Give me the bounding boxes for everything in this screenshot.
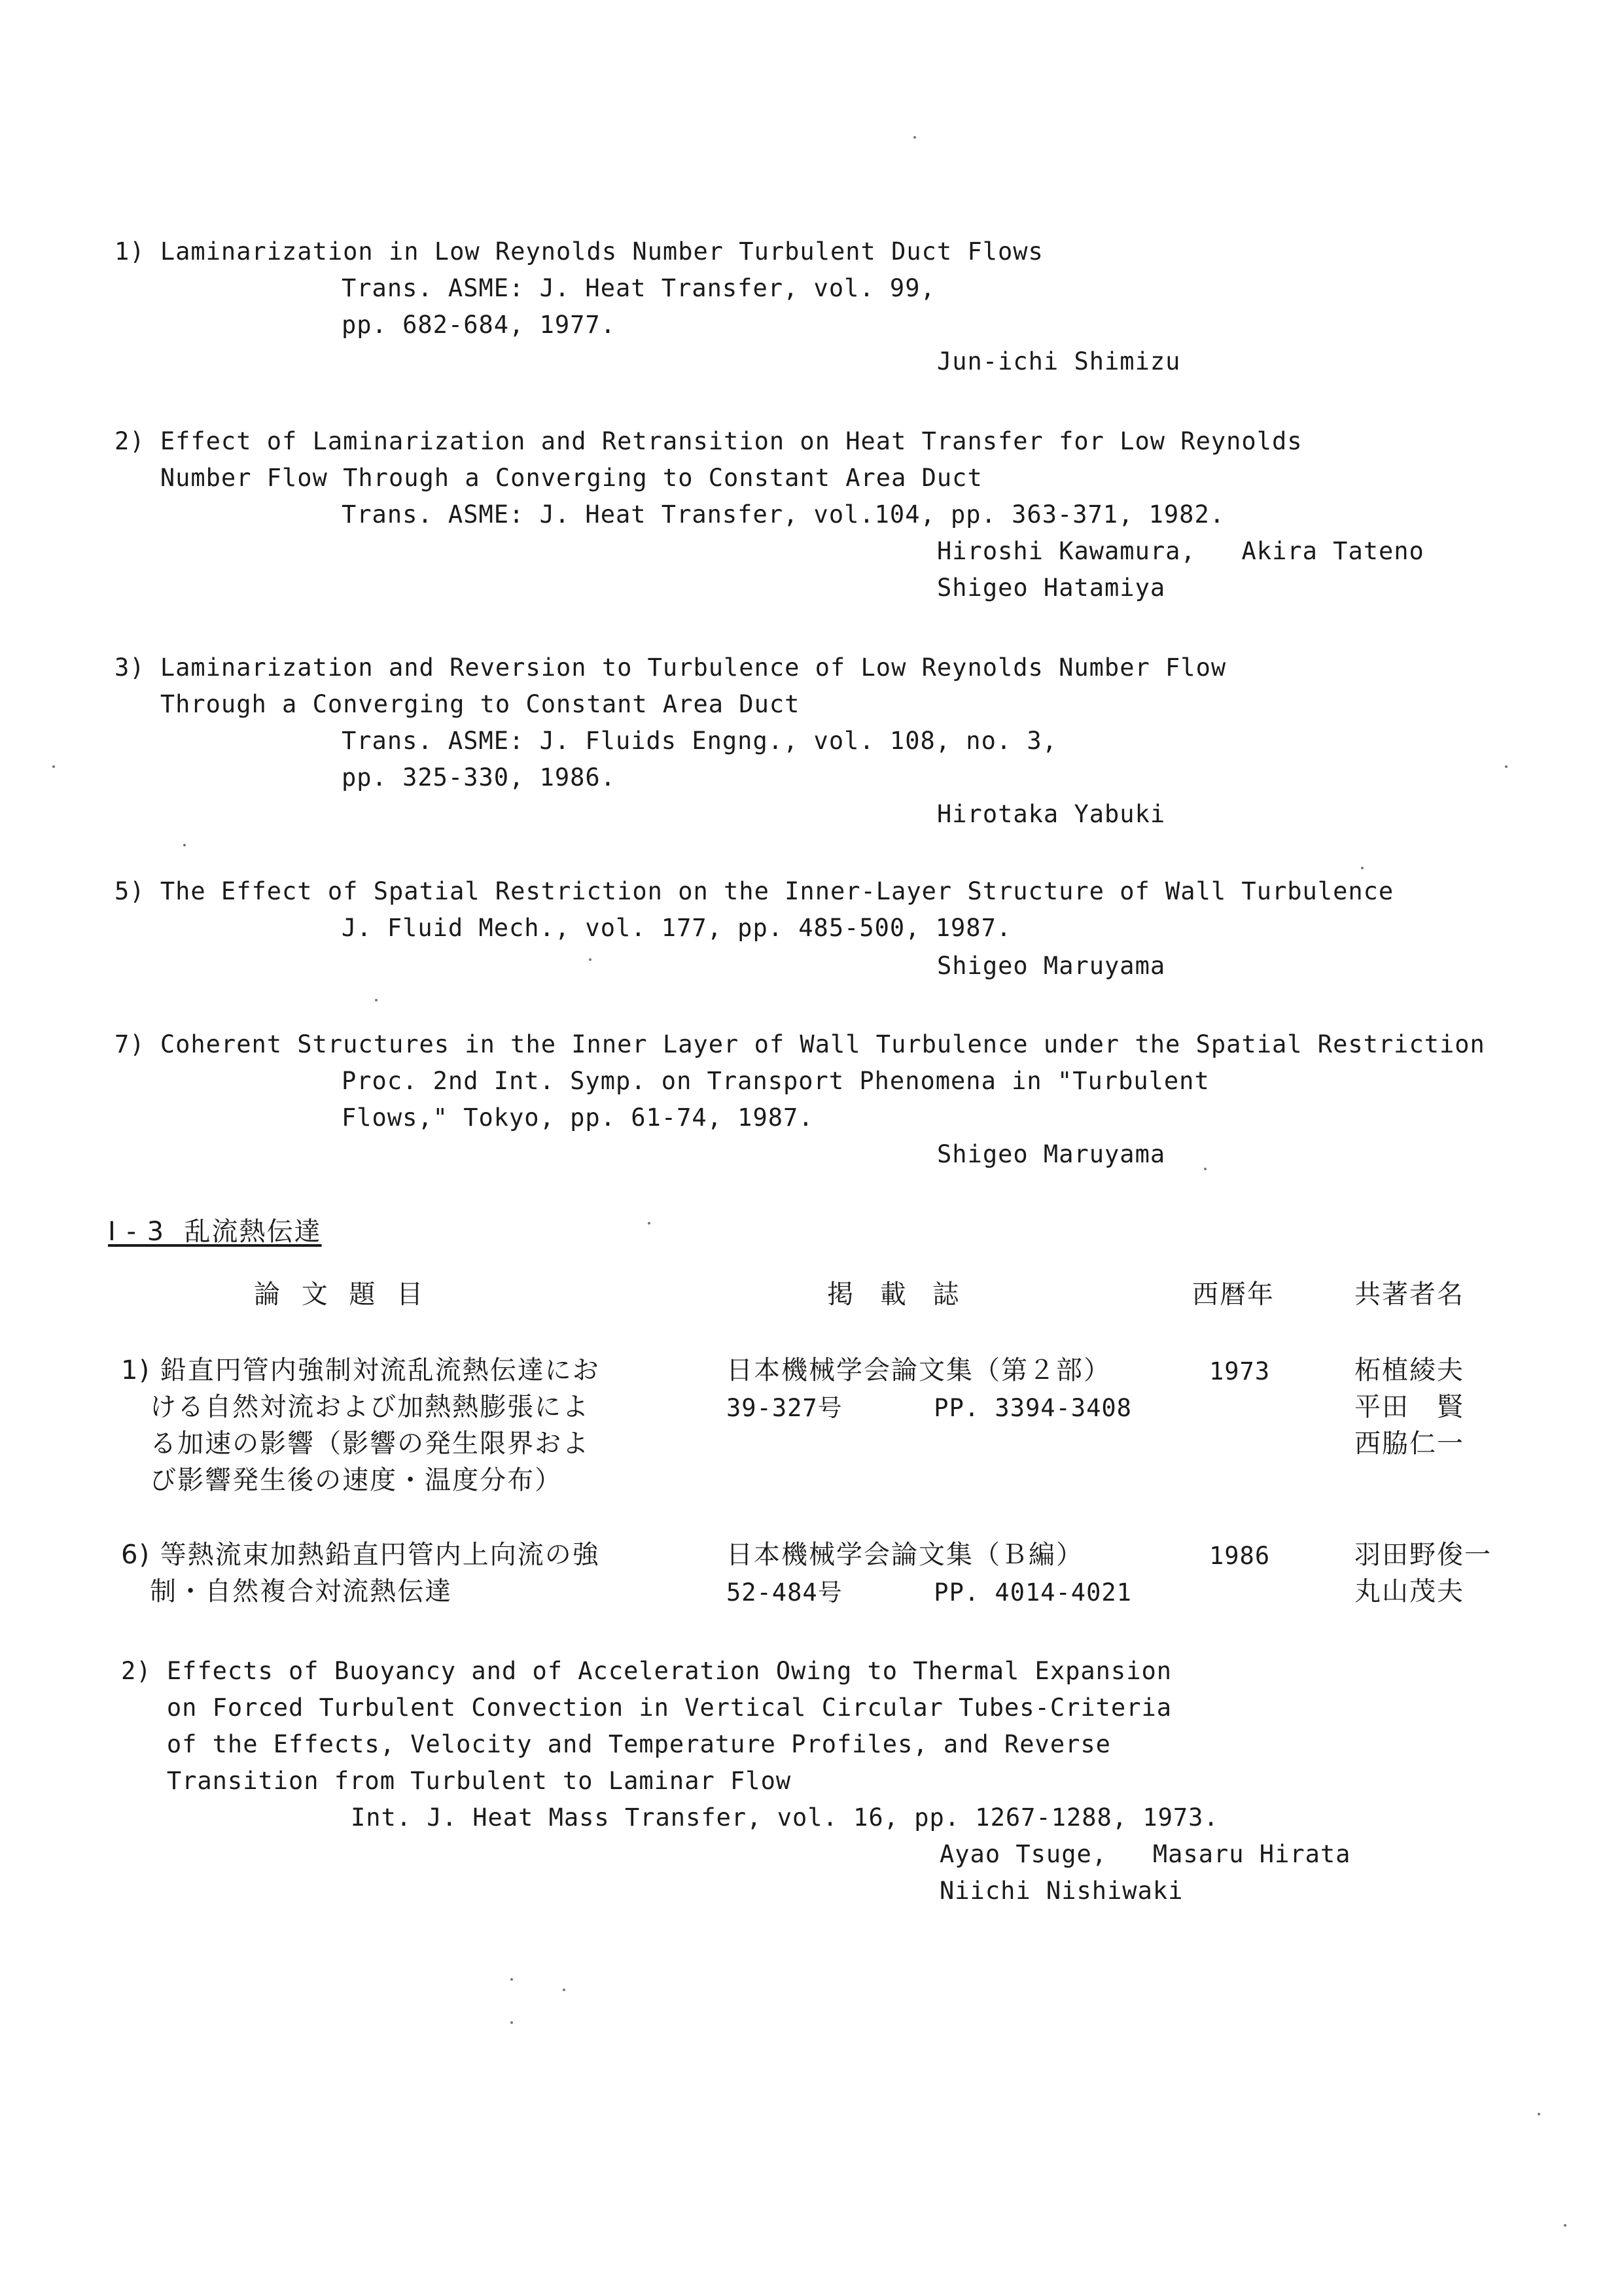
scan-speck — [1505, 765, 1508, 768]
scan-speck — [510, 1978, 513, 1981]
paper-3-title: 3) Laminarization and Reversion to Turbulence of Low Reynolds Number Flow — [115, 653, 1227, 682]
jp-paper-1-title: 1) 鉛直円管内強制対流乱流熱伝達にお — [121, 1355, 600, 1385]
jp-paper-1-authors: 平田 賢 — [1354, 1392, 1464, 1422]
scan-speck — [52, 765, 55, 768]
jp-paper-1-authors: 柘植綾夫 — [1354, 1355, 1464, 1385]
paper-b2-title: 2) Effects of Buoyancy and of Acceleration Owing to Thermal Expansion — [121, 1657, 1173, 1685]
paper-b2-title: of the Effects, Velocity and Temperature Profiles, and Reverse — [121, 1730, 1111, 1758]
scan-speck — [648, 1222, 650, 1225]
jp-paper-6-title: 制・自然複合対流熱伝達 — [121, 1576, 453, 1607]
header-journal: 掲 載 誌 — [827, 1279, 968, 1310]
paper-b2-title: Transition from Turbulent to Laminar Flow — [121, 1767, 792, 1795]
paper-1-journal: pp. 682-684, 1977. — [342, 311, 616, 339]
header-authors: 共著者名 — [1354, 1279, 1464, 1310]
jp-paper-1-title: び影響発生後の速度・温度分布） — [121, 1465, 563, 1495]
scan-speck — [563, 1989, 565, 1991]
scan-speck — [1538, 2113, 1540, 2115]
paper-1-title: 1) Laminarization in Low Reynolds Number Turbulent Duct Flows — [115, 237, 1044, 266]
scan-speck — [510, 2021, 513, 2024]
paper-5-journal: J. Fluid Mech., vol. 177, pp. 485-500, 1987. — [342, 914, 1012, 942]
jp-paper-6-journal: 日本機械学会論文集（Ｂ編） — [726, 1540, 1084, 1570]
jp-paper-6-year: 1986 — [1209, 1542, 1271, 1570]
paper-7-title: 7) Coherent Structures in the Inner Layer of Wall Turbulence under the Spatial Restriction — [115, 1030, 1485, 1058]
paper-b2-authors: Ayao Tsuge, Masaru Hirata — [940, 1840, 1351, 1868]
paper-5-authors: Shigeo Maruyama — [937, 952, 1166, 980]
paper-1-journal: Trans. ASME: J. Heat Transfer, vol. 99, — [342, 274, 936, 302]
paper-7-authors: Shigeo Maruyama — [937, 1140, 1166, 1168]
jp-paper-1-pages: 39-327号 PP. 3394-3408 — [726, 1394, 1132, 1422]
paper-2-authors: Shigeo Hatamiya — [937, 574, 1166, 602]
jp-paper-6-pages: 52-484号 PP. 4014-4021 — [726, 1578, 1132, 1607]
jp-paper-6-authors: 羽田野俊一 — [1354, 1540, 1492, 1570]
scan-speck — [1204, 1168, 1207, 1170]
jp-paper-1-journal: 日本機械学会論文集（第２部） — [726, 1355, 1111, 1385]
jp-paper-1-title: る加速の影響（影響の発生限界およ — [121, 1429, 590, 1459]
scan-speck — [589, 958, 591, 961]
jp-paper-6-authors: 丸山茂夫 — [1354, 1576, 1464, 1607]
section-heading: I - 3 乱流熱伝達 — [108, 1217, 322, 1247]
header-year: 西暦年 — [1192, 1279, 1275, 1310]
paper-2-authors: Hiroshi Kawamura, Akira Tateno — [937, 537, 1424, 565]
header-title: 論 文 題 目 — [254, 1279, 430, 1310]
paper-2-title: Number Flow Through a Converging to Constant Area Duct — [115, 464, 983, 492]
paper-3-journal: pp. 325-330, 1986. — [342, 763, 616, 791]
paper-2-journal: Trans. ASME: J. Heat Transfer, vol.104, pp. 363-371, 1982. — [342, 500, 1226, 529]
paper-7-journal: Proc. 2nd Int. Symp. on Transport Phenomena in "Turbulent — [342, 1067, 1210, 1095]
scan-speck — [913, 136, 916, 139]
jp-paper-1-title: ける自然対流および加熱熱膨張によ — [121, 1392, 590, 1422]
paper-5-title: 5) The Effect of Spatial Restriction on the Inner-Layer Structure of Wall Turbulence — [115, 877, 1394, 905]
paper-b2-title: on Forced Turbulent Convection in Vertical Circular Tubes-Criteria — [121, 1694, 1173, 1722]
paper-b2-journal: Int. J. Heat Mass Transfer, vol. 16, pp. 1267-1288, 1973. — [351, 1803, 1219, 1832]
paper-1-authors: Jun-ichi Shimizu — [937, 347, 1181, 375]
paper-2-title: 2) Effect of Laminarization and Retransition on Heat Transfer for Low Reynolds — [115, 427, 1303, 455]
jp-paper-1-year: 1973 — [1209, 1357, 1271, 1385]
paper-7-journal: Flows," Tokyo, pp. 61-74, 1987. — [342, 1104, 814, 1132]
scan-speck — [375, 999, 378, 1001]
scan-speck — [1361, 867, 1364, 869]
scan-speck — [1564, 2224, 1566, 2227]
paper-3-authors: Hirotaka Yabuki — [937, 800, 1166, 828]
paper-3-title: Through a Converging to Constant Area Duct — [115, 690, 800, 718]
paper-3-journal: Trans. ASME: J. Fluids Engng., vol. 108, no. 3, — [342, 727, 1057, 755]
scan-speck — [183, 844, 186, 846]
jp-paper-6-title: 6) 等熱流束加熱鉛直円管内上向流の強 — [121, 1540, 600, 1570]
paper-b2-authors: Niichi Nishiwaki — [940, 1877, 1184, 1905]
jp-paper-1-authors: 西脇仁一 — [1354, 1429, 1464, 1459]
